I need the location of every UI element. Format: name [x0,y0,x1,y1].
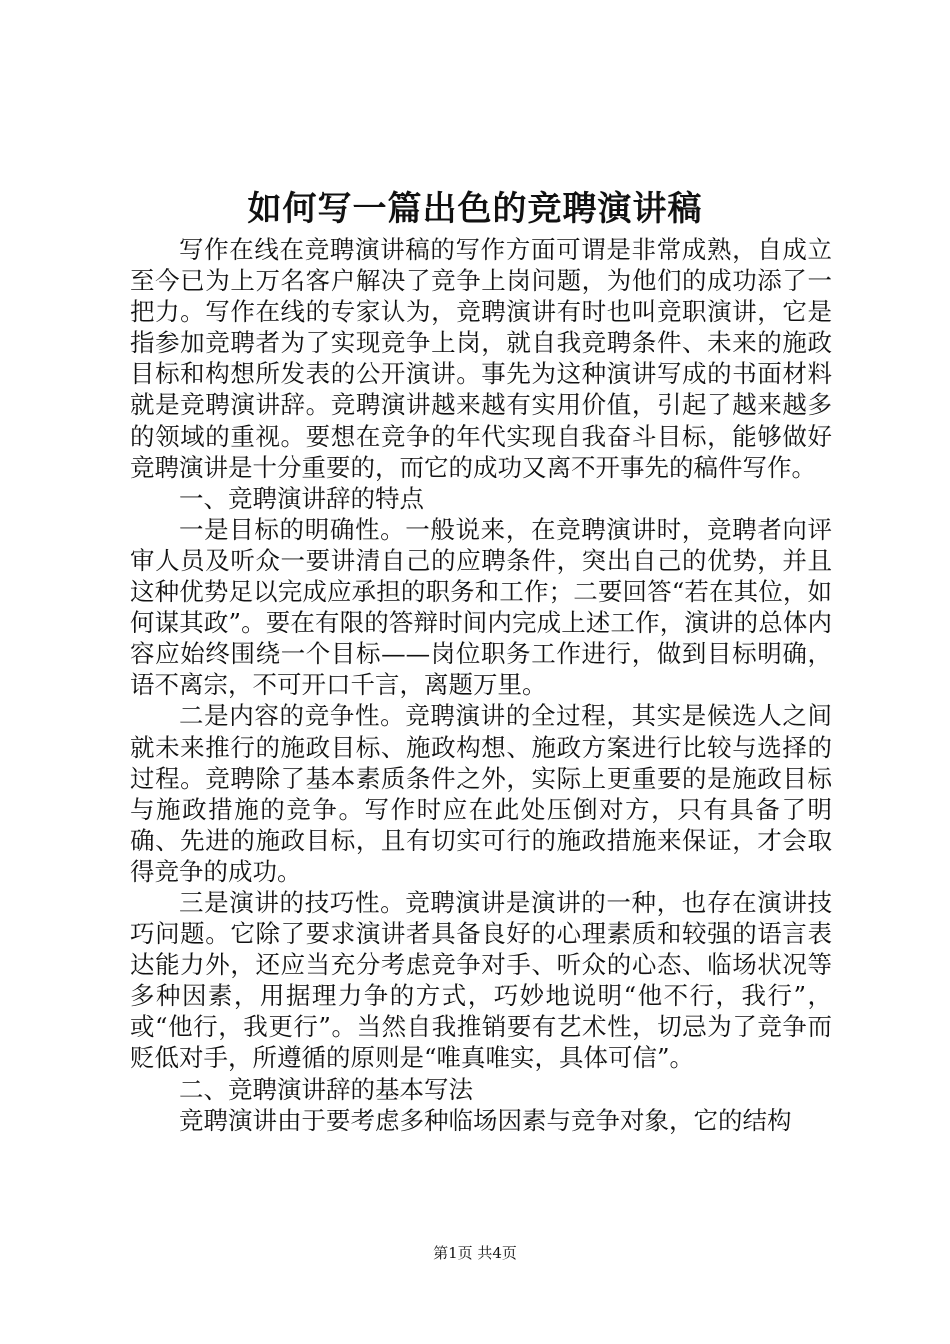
body-paragraph: 三是演讲的技巧性。竞聘演讲是演讲的一种，也存在演讲技巧问题。它除了要求演讲者具备良好的心理素质和较强的语言表达能力外，还应当充分考虑竞争对手、听众的心态、临场状况等多种因素，用据理力争的方式，巧妙地说明“他不行，我行”，或“他行，我更行”。当然自我推销要有艺术性，切忌为了竞争而贬低对手，所遵循的原则是“唯真唯实，具体可信”。 [130,887,832,1073]
section-heading-2: 二、竞聘演讲辞的基本写法 [179,1074,473,1104]
page-footer: 第1页 共4页 [433,1244,517,1262]
intro-paragraph: 写作在线在竞聘演讲稿的写作方面可谓是非常成熟，自成立至今已为上万名客户解决了竞争上岗问题，为他们的成功添了一把力。写作在线的专家认为，竞聘演讲有时也叫竞职演讲，它是指参加竞聘者为了实现竞争上岗，就自我竞聘条件、未来的施政目标和构想所发表的公开演讲。事先为这种演讲写成的书面材料就是竞聘演讲辞。竞聘演讲越来越有实用价值，引起了越来越多的领域的重视。要想在竞争的年代实现自我奋斗目标，能够做好竞聘演讲是十分重要的，而它的成功又离不开事先的稿件写作。 [130,235,832,482]
document-title: 如何写一篇出色的竞聘演讲稿 [247,189,703,229]
section-heading-1: 一、竞聘演讲辞的特点 [179,483,424,513]
body-paragraph: 二是内容的竞争性。竞聘演讲的全过程，其实是候选人之间就未来推行的施政目标、施政构想、施政方案进行比较与选择的过程。竞聘除了基本素质条件之外，实际上更重要的是施政目标与施政措施的竞争。写作时应在此处压倒对方，只有具备了明确、先进的施政目标，且有切实可行的施政措施来保证，才会取得竞争的成功。 [130,701,832,886]
body-paragraph: 一是目标的明确性。一般说来，在竞聘演讲时，竞聘者向评审人员及听众一要讲清自己的应聘条件，突出自己的优势，并且这种优势足以完成应承担的职务和工作；二要回答“若在其位，如何谋其政”。要在有限的答辩时间内完成上述工作，演讲的总体内容应始终围绕一个目标——岗位职务工作进行，做到目标明确，语不离宗，不可开口千言，离题万里。 [130,514,832,700]
document-body [130,234,832,1136]
body-paragraph: 竞聘演讲由于要考虑多种临场因素与竞争对象，它的结构 [179,1105,792,1135]
